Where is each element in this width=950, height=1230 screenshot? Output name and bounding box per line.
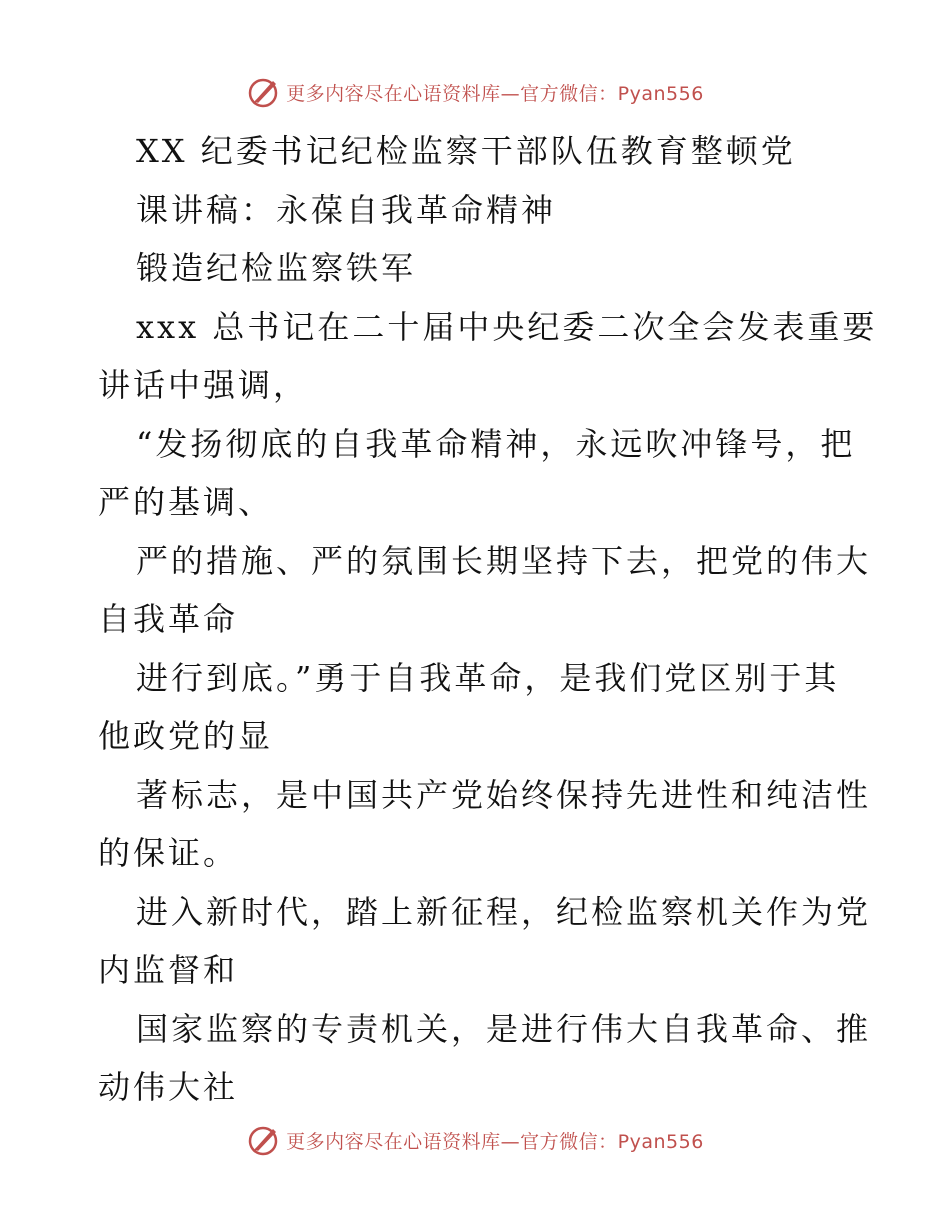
text-line: 严的措施、严的氛围长期坚持下去，把党的伟大 <box>136 541 872 580</box>
footer-banner-text: 更多内容尽在心语资料库—官方微信：Pyan556 <box>286 1130 704 1153</box>
text-line: 进入新时代，踏上新征程，纪检监察机关作为党 <box>136 892 872 931</box>
footer-banner <box>0 1120 950 1160</box>
quill-logo-icon <box>246 1123 280 1157</box>
text-line: 的保证。 <box>98 834 239 872</box>
document-body <box>98 122 878 1117</box>
text-line: 国家监察的专责机关，是进行伟大自我革命、推 <box>136 1009 872 1048</box>
text-line: 课讲稿：永葆自我革命精神 <box>136 190 557 229</box>
text-line: 动伟大社 <box>98 1068 239 1106</box>
text-line: 内监督和 <box>98 951 239 989</box>
text-line: 锻造纪检监察铁军 <box>136 249 417 287</box>
text-line: 进行到底。”勇于自我革命，是我们党区别于其 <box>136 658 840 697</box>
text-line: “发扬彻底的自我革命精神，永远吹冲锋号，把 <box>136 424 856 463</box>
text-line: 严的基调、 <box>98 483 274 521</box>
text-line: xxx 总书记在二十届中央纪委二次全会发表重要 <box>136 307 878 346</box>
header-banner <box>0 72 950 112</box>
quill-logo-icon <box>246 75 280 109</box>
text-line: 他政党的显 <box>98 717 274 755</box>
text-line: 自我革命 <box>98 600 239 638</box>
header-banner-text: 更多内容尽在心语资料库—官方微信：Pyan556 <box>286 82 704 105</box>
text-line: 著标志，是中国共产党始终保持先进性和纯洁性 <box>136 775 872 814</box>
text-line: 讲话中强调， <box>98 366 309 404</box>
text-line: XX 纪委书记纪检监察干部队伍教育整顿党 <box>136 132 796 170</box>
